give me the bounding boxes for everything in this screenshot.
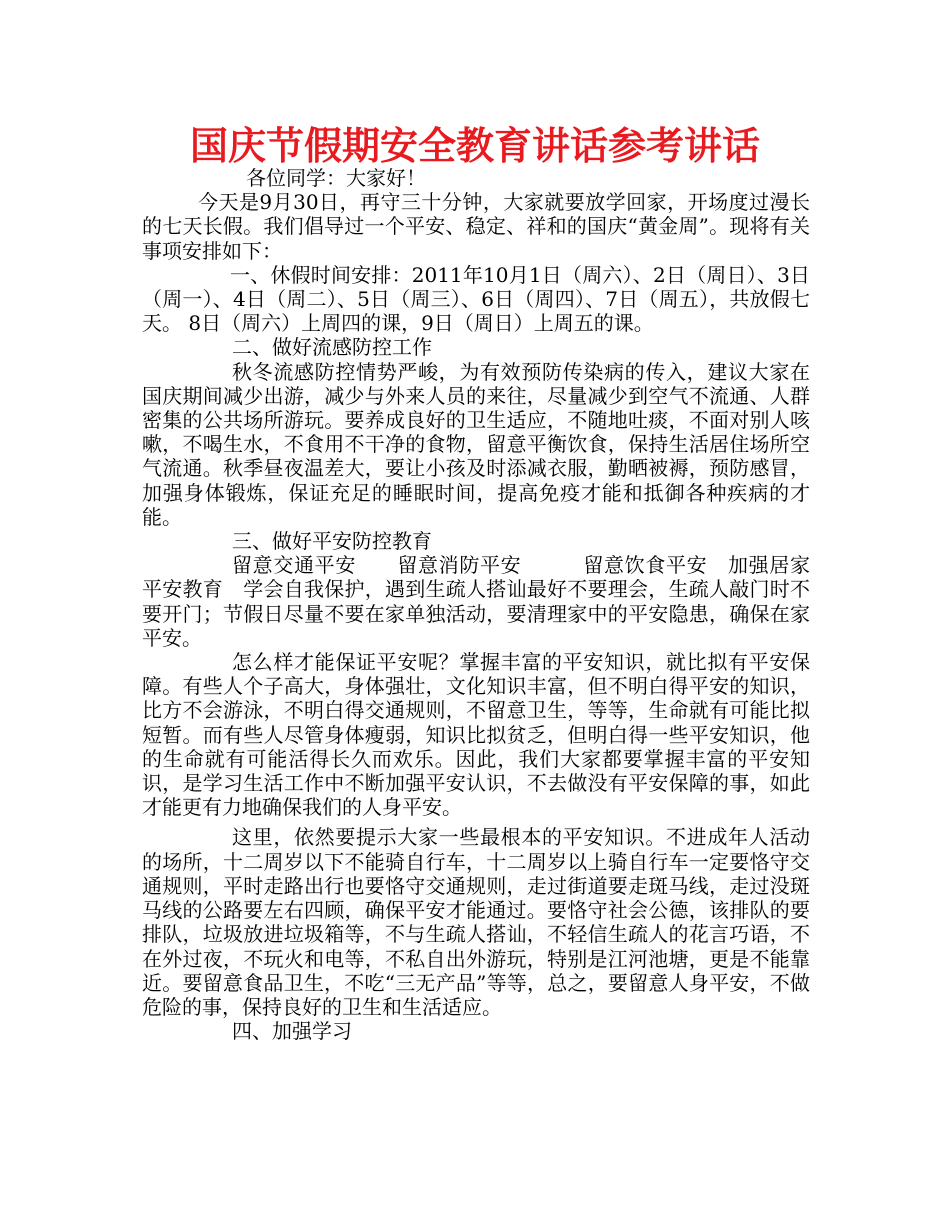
section-heading-study: 四、加强学习 <box>232 1019 352 1044</box>
intro-paragraph: 今天是9月30日，再守三十分钟，大家就要放学回家，开场度过漫长的七天长假。我们倡导过一个平安、稳定、祥和的国庆“黄金周”。现将有关事项安排如下： <box>142 190 810 263</box>
basic-safety-paragraph: 这里，依然要提示大家一些最根本的平安知识。不进成年人活动的场所，十二周岁以下不能骑自行车，十二周岁以上骑自行车一定要恪守交通规则，平时走路出行也要恪守交通规则，走过街道要走斑马线，走过没斑马线的公路要左右四顾，确保平安才能通过。要恪守社会公德，该排队的要排队，垃圾放进垃圾箱等，不与生疏人搭讪，不轻信生疏人的花言巧语，不在外过夜，不玩火和电等，不私自出外游玩，特别是江河池塘，更是不能靠近。要留意食品卫生，不吃“三无产品”等等，总之，要留意人身平安，不做危险的事，保持良好的卫生和生活适应。 <box>142 825 810 1019</box>
safety-items-paragraph: 留意交通平安 留意消防平安 留意饮食平安 加强居家平安教育 学会自我保护，遇到生疏人搭讪最好不要理会，生疏人敲门时不要开门；节假日尽量不要在家单独活动，要清理家中的平安隐患，确保在家平安。 <box>142 553 810 650</box>
document-body <box>142 166 810 1043</box>
document-title: 国庆节假期安全教育讲话参考讲话 <box>189 124 760 168</box>
section-heading-safety: 三、做好平安防控教育 <box>232 529 432 554</box>
holiday-schedule-paragraph: 一、休假时间安排：2011年10月1日（周六）、2日（周日）、3日（周一）、4日（周二）、5日（周三）、6日（周四）、7日（周五），共放假七天。 8日（周六）上周四的课，9日（周日）上周五的课。 <box>142 262 810 336</box>
safety-knowledge-paragraph: 怎么样才能保证平安呢？掌握丰富的平安知识，就比拟有平安保障。有些人个子高大，身体强壮，文化知识丰富，但不明白得平安的知识，比方不会游泳，不明白得交通规则，不留意卫生，等等，生命就有可能比拟短暂。而有些人尽管身体瘦弱，知识比拟贫乏，但明白得一些平安知识，他的生命就有可能活得长久而欢乐。因此，我们大家都要掌握丰富的平安知识，是学习生活工作中不断加强平安认识，不去做没有平安保障的事，如此才能更有力地确保我们的人身平安。 <box>142 650 810 820</box>
section-heading-flu: 二、做好流感防控工作 <box>232 335 432 360</box>
flu-prevention-paragraph: 秋冬流感防控情势严峻，为有效预防传染病的传入，建议大家在国庆期间减少出游，减少与外来人员的来往，尽量减少到空气不流通、人群密集的公共场所游玩。要养成良好的卫生适应，不随地吐痰，不面对别人咳嗽，不喝生水，不食用不干净的食物，留意平衡饮食，保持生活居住场所空气流通。秋季昼夜温差大，要让小孩及时添减衣服，勤晒被褥，预防感冒，加强身体锻炼，保证充足的睡眠时间，提高免疫才能和抵御各种疾病的才能。 <box>142 359 810 529</box>
salutation-paragraph: 各位同学：大家好！ <box>246 166 426 190</box>
